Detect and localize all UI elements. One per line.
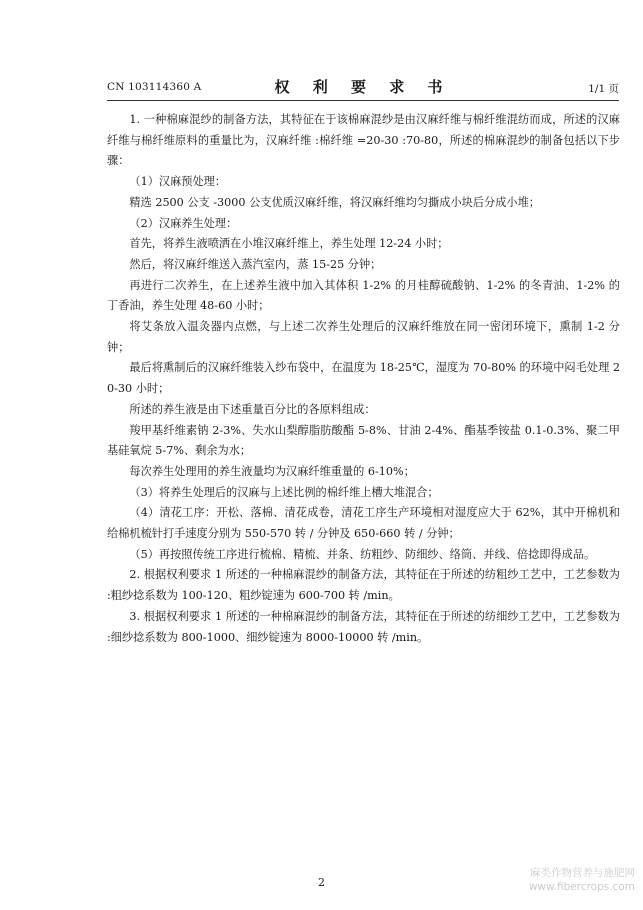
claim-paragraph: （4）清花工序：开松、落棉、清花成卷，清花工序生产环境相对湿度应大于 62%，其中开棉机和给棉机梳针打手速度分别为 550-570 转 / 分钟及 650-660 转 / 分钟； bbox=[107, 506, 620, 541]
claims-body bbox=[107, 110, 620, 648]
claim-paragraph: 每次养生处理用的养生液量均为汉麻纤维重量的 6-10%； bbox=[129, 464, 415, 478]
claim-paragraph: 羧甲基纤维素钠 2-3%、失水山梨醇脂肪酸酯 5-8%、甘油 2-4%、酯基季铵盐 0.1-0.3%、聚二甲基硅氧烷 5-7%、剩余为水； bbox=[107, 423, 620, 458]
claim-paragraph: 再进行二次养生，在上述养生液中加入其体积 1-2% 的月桂醇硫酸钠、1-2% 的冬青油、1-2% 的丁香油，养生处理 48-60 小时； bbox=[107, 278, 620, 313]
claim-paragraph: 最后将熏制后的汉麻纤维装入纱布袋中，在温度为 18-25℃，湿度为 70-80% 的环境中闷毛处理 20-30 小时； bbox=[107, 361, 620, 396]
document-title: 权 利 要 求 书 bbox=[274, 78, 452, 96]
claim-paragraph: （2）汉麻养生处理： bbox=[129, 216, 238, 230]
page-indicator: 1/1 页 bbox=[588, 83, 619, 95]
page-number: 2 bbox=[318, 876, 325, 889]
header-divider bbox=[107, 100, 619, 101]
claim-paragraph: （3）将养生处理后的汉麻与上述比例的棉纤维上槽大堆混合； bbox=[129, 485, 439, 499]
claim-paragraph: （5）再按照传统工序进行梳棉、精梳、并条、纺粗纱、防细纱、络筒、并线、倍捻即得成品。 bbox=[129, 547, 596, 561]
claim-paragraph: 精选 2500 公支 -3000 公支优质汉麻纤维，将汉麻纤维均匀撕成小块后分成小堆； bbox=[129, 195, 540, 209]
publication-number: CN 103114360 A bbox=[107, 81, 202, 93]
claim-paragraph: 3. 根据权利要求 1 所述的一种棉麻混纱的制备方法，其特征在于所述的纺细纱工艺中，工艺参数为 :细纱捻系数为 800-1000、细纱锭速为 8000-10000 转 /min。 bbox=[107, 609, 620, 644]
page-header bbox=[107, 76, 619, 96]
claim-paragraph: 所述的养生液是由下述重量百分比的各原料组成： bbox=[129, 402, 376, 416]
claim-paragraph: （1）汉麻预处理： bbox=[129, 175, 227, 189]
claim-paragraph: 2. 根据权利要求 1 所述的一种棉麻混纱的制备方法，其特征在于所述的纺粗纱工艺中，工艺参数为 :粗纱捻系数为 100-120、粗纱锭速为 600-700 转 /min。 bbox=[107, 568, 620, 603]
claim-paragraph: 1. 一种棉麻混纱的制备方法，其特征在于该棉麻混纱是由汉麻纤维与棉纤维混纺而成，所述的汉麻纤维与棉纤维原料的重量比为，汉麻纤维 :棉纤维 =20-30 :70-80，所述的棉麻混纱的制备包括以下步骤： bbox=[107, 113, 620, 168]
claim-paragraph: 然后，将汉麻纤维送入蒸汽室内，蒸 15-25 分钟； bbox=[129, 257, 382, 271]
claim-paragraph: 将艾条放入温灸器内点燃，与上述二次养生处理后的汉麻纤维放在同一密闭环境下，熏制 1-2 分钟； bbox=[107, 320, 620, 354]
site-watermark bbox=[529, 866, 635, 894]
claim-paragraph: 首先，将养生液喷洒在小堆汉麻纤维上，养生处理 12-24 小时； bbox=[129, 237, 449, 251]
watermark-line: www.fibercrops.com bbox=[528, 881, 635, 893]
watermark-line: 麻类作物营养与施肥网 bbox=[530, 867, 635, 879]
